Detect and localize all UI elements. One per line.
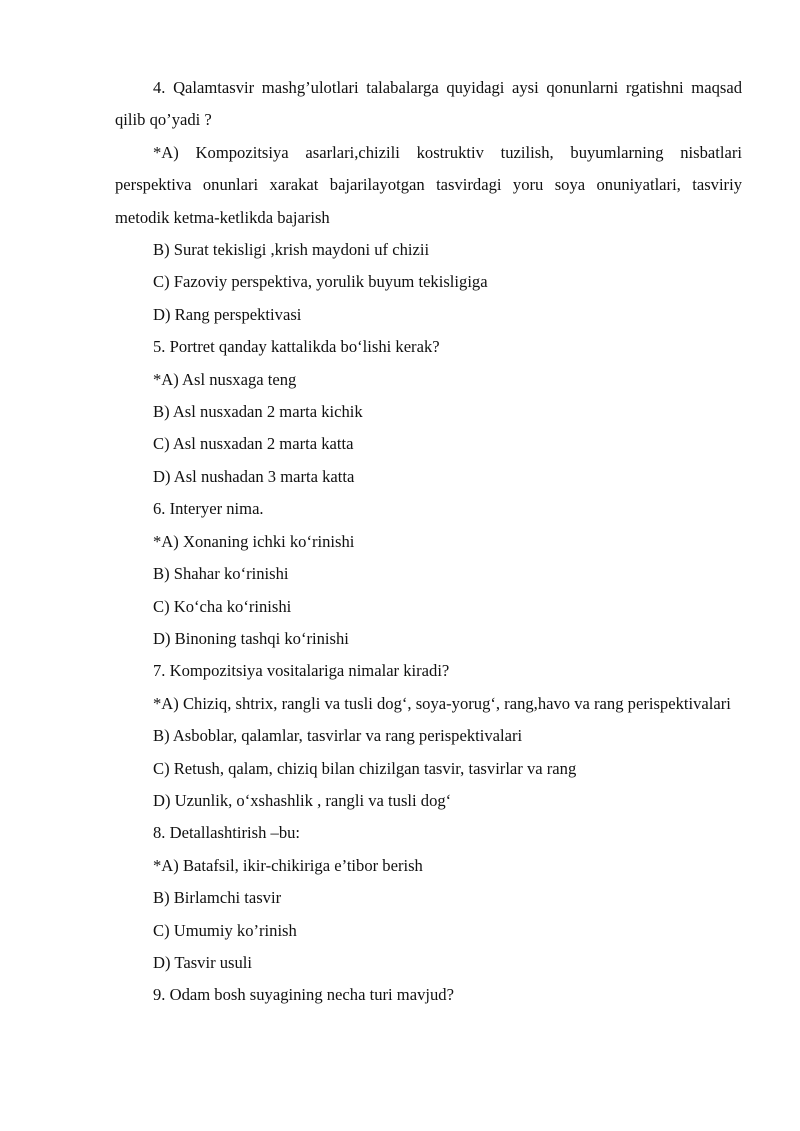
question-4-option-b: B) Surat tekisligi ,krish maydoni uf chizii bbox=[153, 240, 430, 260]
question-5-option-d: D) Asl nushadan 3 marta katta bbox=[153, 466, 355, 486]
question-6: 6. Interyer nima. bbox=[153, 499, 264, 519]
question-6-answer-a: *A) Xonaning ichki ko‘rinishi bbox=[153, 531, 355, 551]
question-7-answer-a: *A) Chiziq, shtrix, rangli va tusli dog‘, soya-yorug‘, rang,havo va rang perispektivalari bbox=[153, 693, 731, 713]
question-5-option-b: B) Asl nusxadan 2 marta kichik bbox=[153, 402, 363, 422]
question-7-option-d: D) Uzunlik, o‘xshashlik , rangli va tusli dog‘ bbox=[153, 790, 452, 810]
question-4-option-d: D) Rang perspektivasi bbox=[153, 304, 302, 324]
question-5: 5. Portret qanday kattalikda bo‘lishi kerak? bbox=[153, 337, 440, 357]
question-7-option-c: C) Retush, qalam, chiziq bilan chizilgan tasvir, tasvirlar va rang bbox=[153, 758, 577, 778]
question-4-option-c: C) Fazoviy perspektiva, yorulik buyum tekisligiga bbox=[153, 272, 488, 292]
question-4-answer-a: *A) Kompozitsiya asarlari,chizili kostruktiv tuzilish, buyumlarning nisbatlari perspektiva onunlari xarakat bajarilayotgan tasvirdagi yoru soya onuniyatlari, tasviriy metodik ketma-ketlikda bajarish bbox=[115, 142, 742, 227]
question-8-option-d: D) Tasvir usuli bbox=[153, 952, 253, 972]
document-body bbox=[115, 72, 742, 1012]
question-6-option-c: C) Ko‘cha ko‘rinishi bbox=[153, 596, 292, 616]
question-7: 7. Kompozitsiya vositalariga nimalar kiradi? bbox=[153, 661, 450, 681]
question-8-option-b: B) Birlamchi tasvir bbox=[153, 888, 282, 908]
question-5-option-c: C) Asl nusxadan 2 marta katta bbox=[153, 434, 354, 454]
question-8-answer-a: *A) Batafsil, ikir-chikiriga e’tibor berish bbox=[153, 855, 423, 875]
question-5-answer-a: *A) Asl nusxaga teng bbox=[153, 369, 297, 389]
question-8-option-c: C) Umumiy ko’rinish bbox=[153, 920, 297, 940]
question-6-option-b: B) Shahar ko‘rinishi bbox=[153, 564, 289, 584]
question-4: 4. Qalamtasvir mashg’ulotlari talabalarga quyidagi aysi qonunlarni rgatishni maqsad qilib qo’yadi ? bbox=[115, 78, 742, 130]
question-9: 9. Odam bosh suyagining necha turi mavjud? bbox=[153, 985, 454, 1005]
question-6-option-d: D) Binoning tashqi ko‘rinishi bbox=[153, 628, 349, 648]
question-8: 8. Detallashtirish –bu: bbox=[153, 823, 301, 843]
question-7-option-b: B) Asboblar, qalamlar, tasvirlar va rang perispektivalari bbox=[153, 726, 523, 746]
